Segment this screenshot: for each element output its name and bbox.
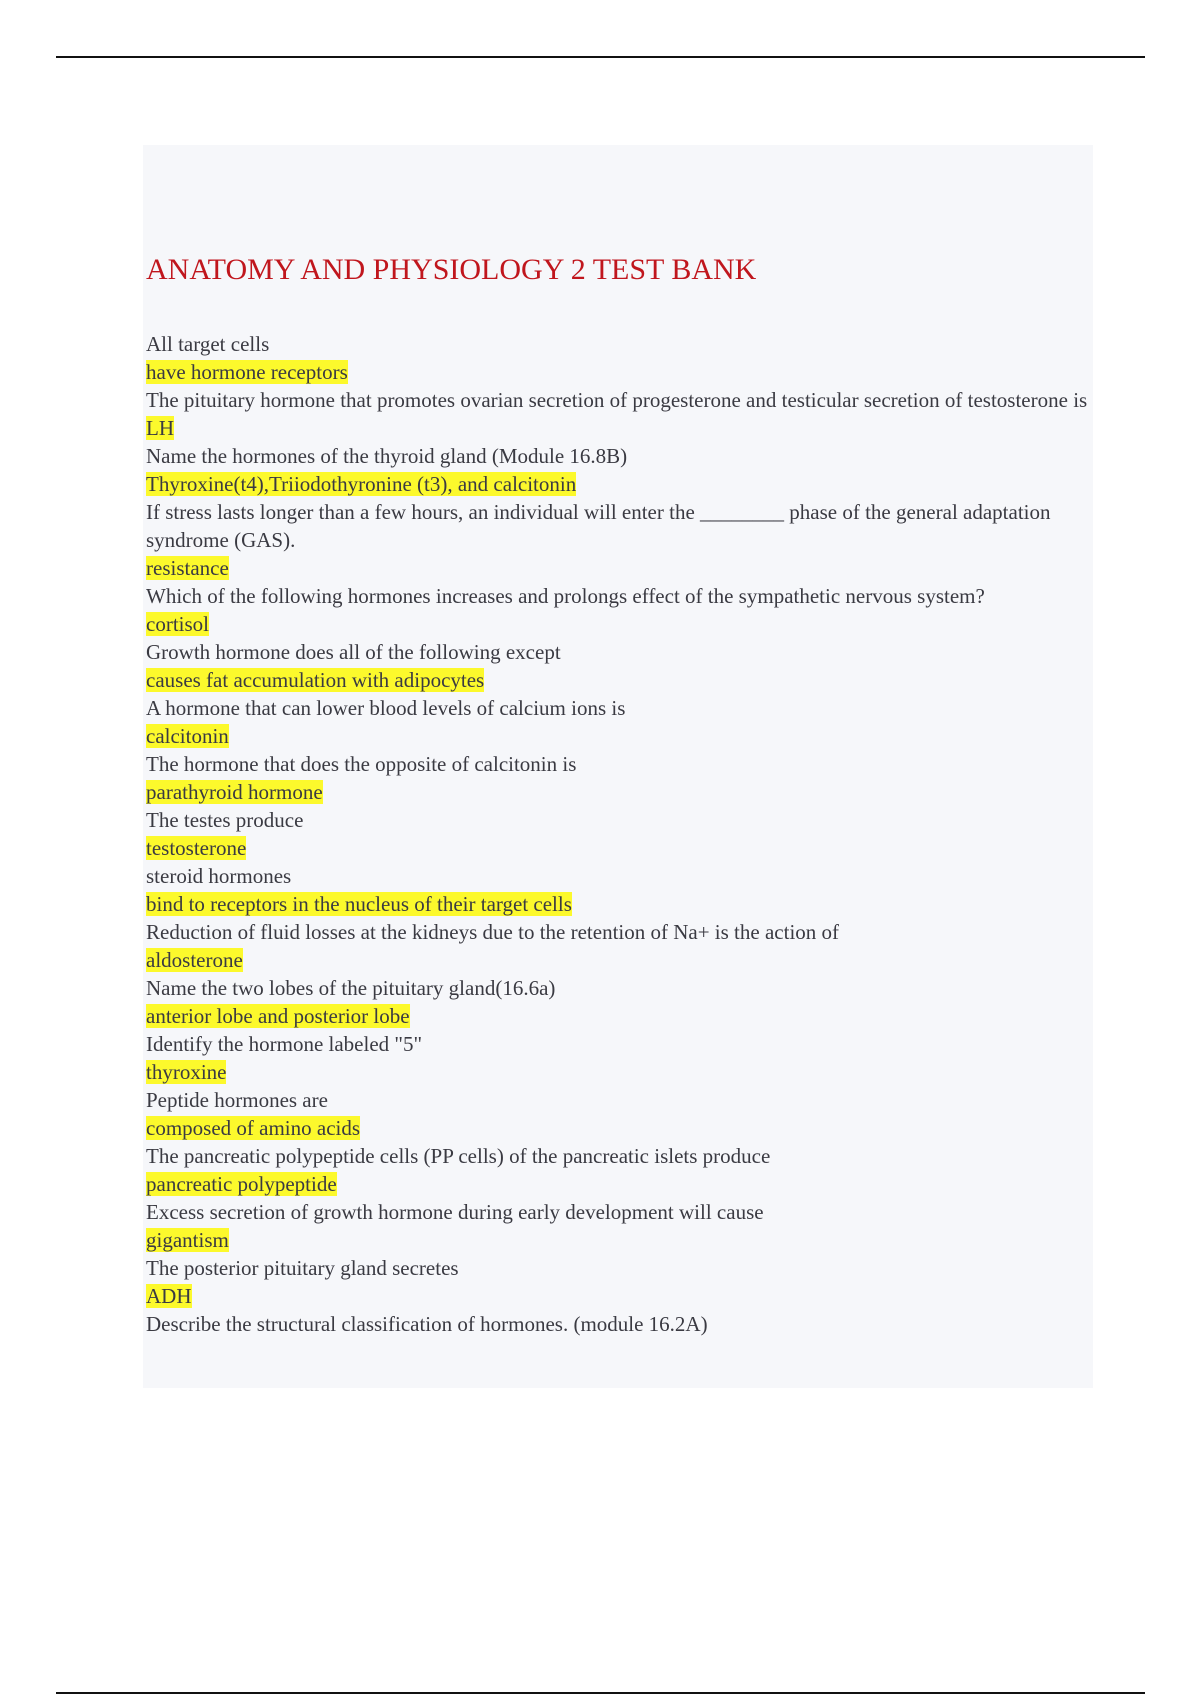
top-rule — [56, 56, 1145, 58]
answer-highlight: bind to receptors in the nucleus of their target cells — [146, 892, 572, 916]
question-text: The pancreatic polypeptide cells (PP cells) of the pancreatic islets produce — [146, 1144, 771, 1168]
answer-text — [146, 1170, 1091, 1198]
answer-highlight: pancreatic polypeptide — [146, 1172, 337, 1196]
question-text: Excess secretion of growth hormone during early development will cause — [146, 1200, 764, 1224]
answer-text — [146, 470, 1091, 498]
question-text: A hormone that can lower blood levels of calcium ions is — [146, 696, 626, 720]
trailing-question-text: Describe the structural classification of hormones. (module 16.2A) — [146, 1312, 708, 1336]
question-text: Identify the hormone labeled "5" — [146, 1032, 423, 1056]
question-text: The testes produce — [146, 808, 304, 832]
answer-text — [146, 414, 1091, 442]
answer-highlight: testosterone — [146, 836, 247, 860]
answer-text — [146, 1002, 1091, 1030]
answer-text — [146, 722, 1091, 750]
answer-text — [146, 778, 1091, 806]
question-text: If stress lasts longer than a few hours, an individual will enter the ________ phase of the general adaptation syndrome (GAS). — [146, 500, 1051, 552]
answer-text — [146, 834, 1091, 862]
answer-highlight: cortisol — [146, 612, 209, 636]
question-text: The hormone that does the opposite of calcitonin is — [146, 752, 577, 776]
question-text: The pituitary hormone that promotes ovarian secretion of progesterone and testicular secretion of testosterone is — [146, 388, 1088, 412]
answer-highlight: calcitonin — [146, 724, 229, 748]
answer-highlight: causes fat accumulation with adipocytes — [146, 668, 485, 692]
question-text: All target cells — [146, 332, 270, 356]
answer-highlight: parathyroid hormone — [146, 780, 323, 804]
answer-highlight: composed of amino acids — [146, 1116, 361, 1140]
bottom-rule — [56, 1692, 1145, 1694]
answer-text — [146, 890, 1091, 918]
question-text: Name the hormones of the thyroid gland (Module 16.8B) — [146, 444, 628, 468]
question-text: Reduction of fluid losses at the kidneys due to the retention of Na+ is the action of — [146, 920, 840, 944]
answer-text — [146, 1114, 1091, 1142]
answer-highlight: Thyroxine(t4),Triiodothyronine (t3), and calcitonin — [146, 472, 577, 496]
answer-highlight: ADH — [146, 1284, 192, 1308]
answer-text — [146, 666, 1091, 694]
question-text: Growth hormone does all of the following except — [146, 640, 561, 664]
question-text: The posterior pituitary gland secretes — [146, 1256, 459, 1280]
question-answer-list — [146, 330, 1091, 1338]
answer-text — [146, 946, 1091, 974]
answer-text — [146, 1282, 1091, 1310]
answer-highlight: have hormone receptors — [146, 360, 348, 384]
question-text: Which of the following hormones increases and prolongs effect of the sympathetic nervous system? — [146, 584, 985, 608]
answer-text — [146, 1226, 1091, 1254]
answer-highlight: thyroxine — [146, 1060, 227, 1084]
question-text: steroid hormones — [146, 864, 292, 888]
answer-text — [146, 610, 1091, 638]
answer-highlight: anterior lobe and posterior lobe — [146, 1004, 410, 1028]
answer-highlight: aldosterone — [146, 948, 243, 972]
page-title: ANATOMY AND PHYSIOLOGY 2 TEST BANK — [146, 253, 757, 286]
question-text: Name the two lobes of the pituitary gland(16.6a) — [146, 976, 556, 1000]
question-text: Peptide hormones are — [146, 1088, 328, 1112]
answer-highlight: resistance — [146, 556, 229, 580]
answer-text — [146, 1058, 1091, 1086]
answer-highlight: gigantism — [146, 1228, 229, 1252]
answer-text — [146, 554, 1091, 582]
answer-text — [146, 358, 1091, 386]
answer-highlight: LH — [146, 416, 174, 440]
